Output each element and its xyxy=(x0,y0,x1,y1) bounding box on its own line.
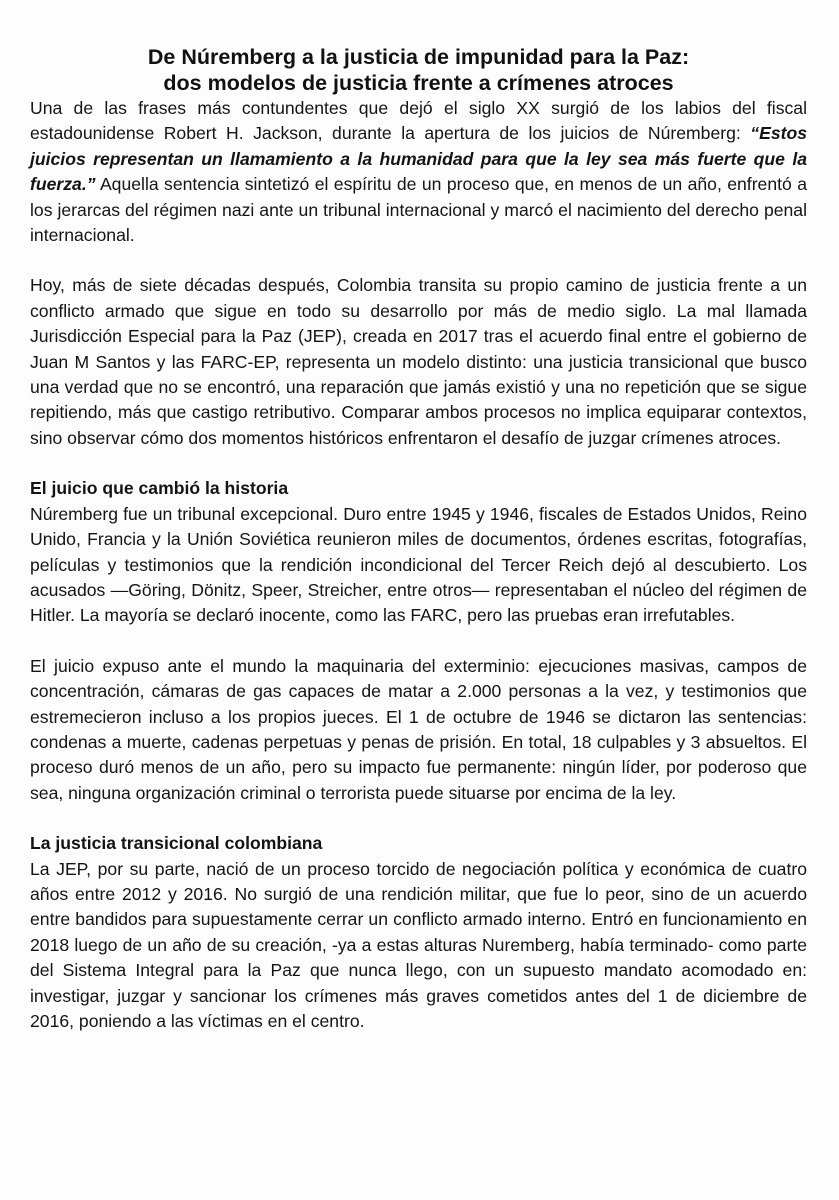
paragraph-jep: La JEP, por su parte, nació de un proceso torcido de negociación política y económica de cuatro años entre 2012 y 2016. No surgió de una rendición militar, que fue lo peor, sino de un acuerdo entre bandidos para supuestamente cerrar un conflicto armado interno. Entró en funcionamiento en 2018 luego de un año de su creación, -ya a estas alturas Nuremberg, había terminado- como parte del Sistema Integral para la Paz que nunca llego, con un supuesto mandato acomodado en: investigar, juzgar y sancionar los crímenes más graves cometidos antes del 1 de diciembre de 2016, poniendo a las víctimas en el centro. xyxy=(30,858,807,1031)
section-heading-jep: La justicia transicional colombiana xyxy=(30,833,323,854)
jackson-quote: “Estos juicios representan un llamamiento a la humanidad para que la ley sea más fuerte que la fuerza.” xyxy=(30,123,807,195)
intro-text: Una de las frases más contundentes que dejó el siglo XX surgió de los labios del fiscal estadounidense Robert H. Jackson, durante la apertura de los juicios de Núremberg: xyxy=(30,98,807,144)
title-line-2: dos modelos de justicia frente a crímenes atroces xyxy=(163,71,674,95)
paragraph-nuremberg-tribunal: Núremberg fue un tribunal excepcional. Duro entre 1945 y 1946, fiscales de Estados Unidos, Reino Unido, Francia y la Unión Soviética reunieron miles de documentos, órdenes escritas, fotografías, películas y testimonios que la rendición incondicional del Tercer Reich dejó al descubierto. Los acusados —Göring, Dönitz, Speer, Streicher, entre otros— representaban el núcleo del régimen de Hitler. La mayoría se declaró inocente, como las FARC, pero las pruebas eran irrefutables. xyxy=(30,503,807,626)
intro-text-continued: Aquella sentencia sintetizó el espíritu de un proceso que, en menos de un año, enfrentó a los jerarcas del régimen nazi ante un tribunal internacional y marcó el nacimiento del derecho penal internacional. xyxy=(30,174,807,246)
article-title xyxy=(30,44,807,96)
paragraph-gap xyxy=(30,806,807,831)
paragraph-nuremberg-verdicts: El juicio expuso ante el mundo la maquinaria del exterminio: ejecuciones masivas, campos de concentración, cámaras de gas capaces de matar a 2.000 personas a la vez, y testimonios que estremecieron incluso a los propios jueces. El 1 de octubre de 1946 se dictaron las sentencias: condenas a muerte, cadenas perpetuas y penas de prisión. En total, 18 culpables y 3 absueltos. El proceso duró menos de un año, pero su impacto fue permanente: ningún líder, por poderoso que sea, ninguna organización criminal o terrorista puede situarse por encima de la ley. xyxy=(30,655,807,803)
paragraph-gap xyxy=(30,248,807,273)
paragraph-gap xyxy=(30,629,807,654)
paragraph-gap xyxy=(30,451,807,476)
section-heading-nuremberg: El juicio que cambió la historia xyxy=(30,478,289,499)
paragraph-colombia: Hoy, más de siete décadas después, Colombia transita su propio camino de justicia frente a un conflicto armado que sigue en todo su desarrollo por más de medio siglo. La mal llamada Jurisdicción Especial para la Paz (JEP), creada en 2017 tras el acuerdo final entre el gobierno de Juan M Santos y las FARC-EP, representa un modelo distinto: una justicia transicional que busco una verdad que no se encontró, una reparación que jamás existió y una no repetición que se sigue repitiendo, más que castigo retributivo. Comparar ambos procesos no implica equiparar contextos, sino observar cómo dos momentos históricos enfrentaron el desafío de juzgar crímenes atroces. xyxy=(30,275,807,448)
paragraph-intro xyxy=(30,96,807,248)
article xyxy=(30,44,807,1034)
title-line-1: De Núremberg a la justicia de impunidad para la Paz: xyxy=(147,45,690,69)
